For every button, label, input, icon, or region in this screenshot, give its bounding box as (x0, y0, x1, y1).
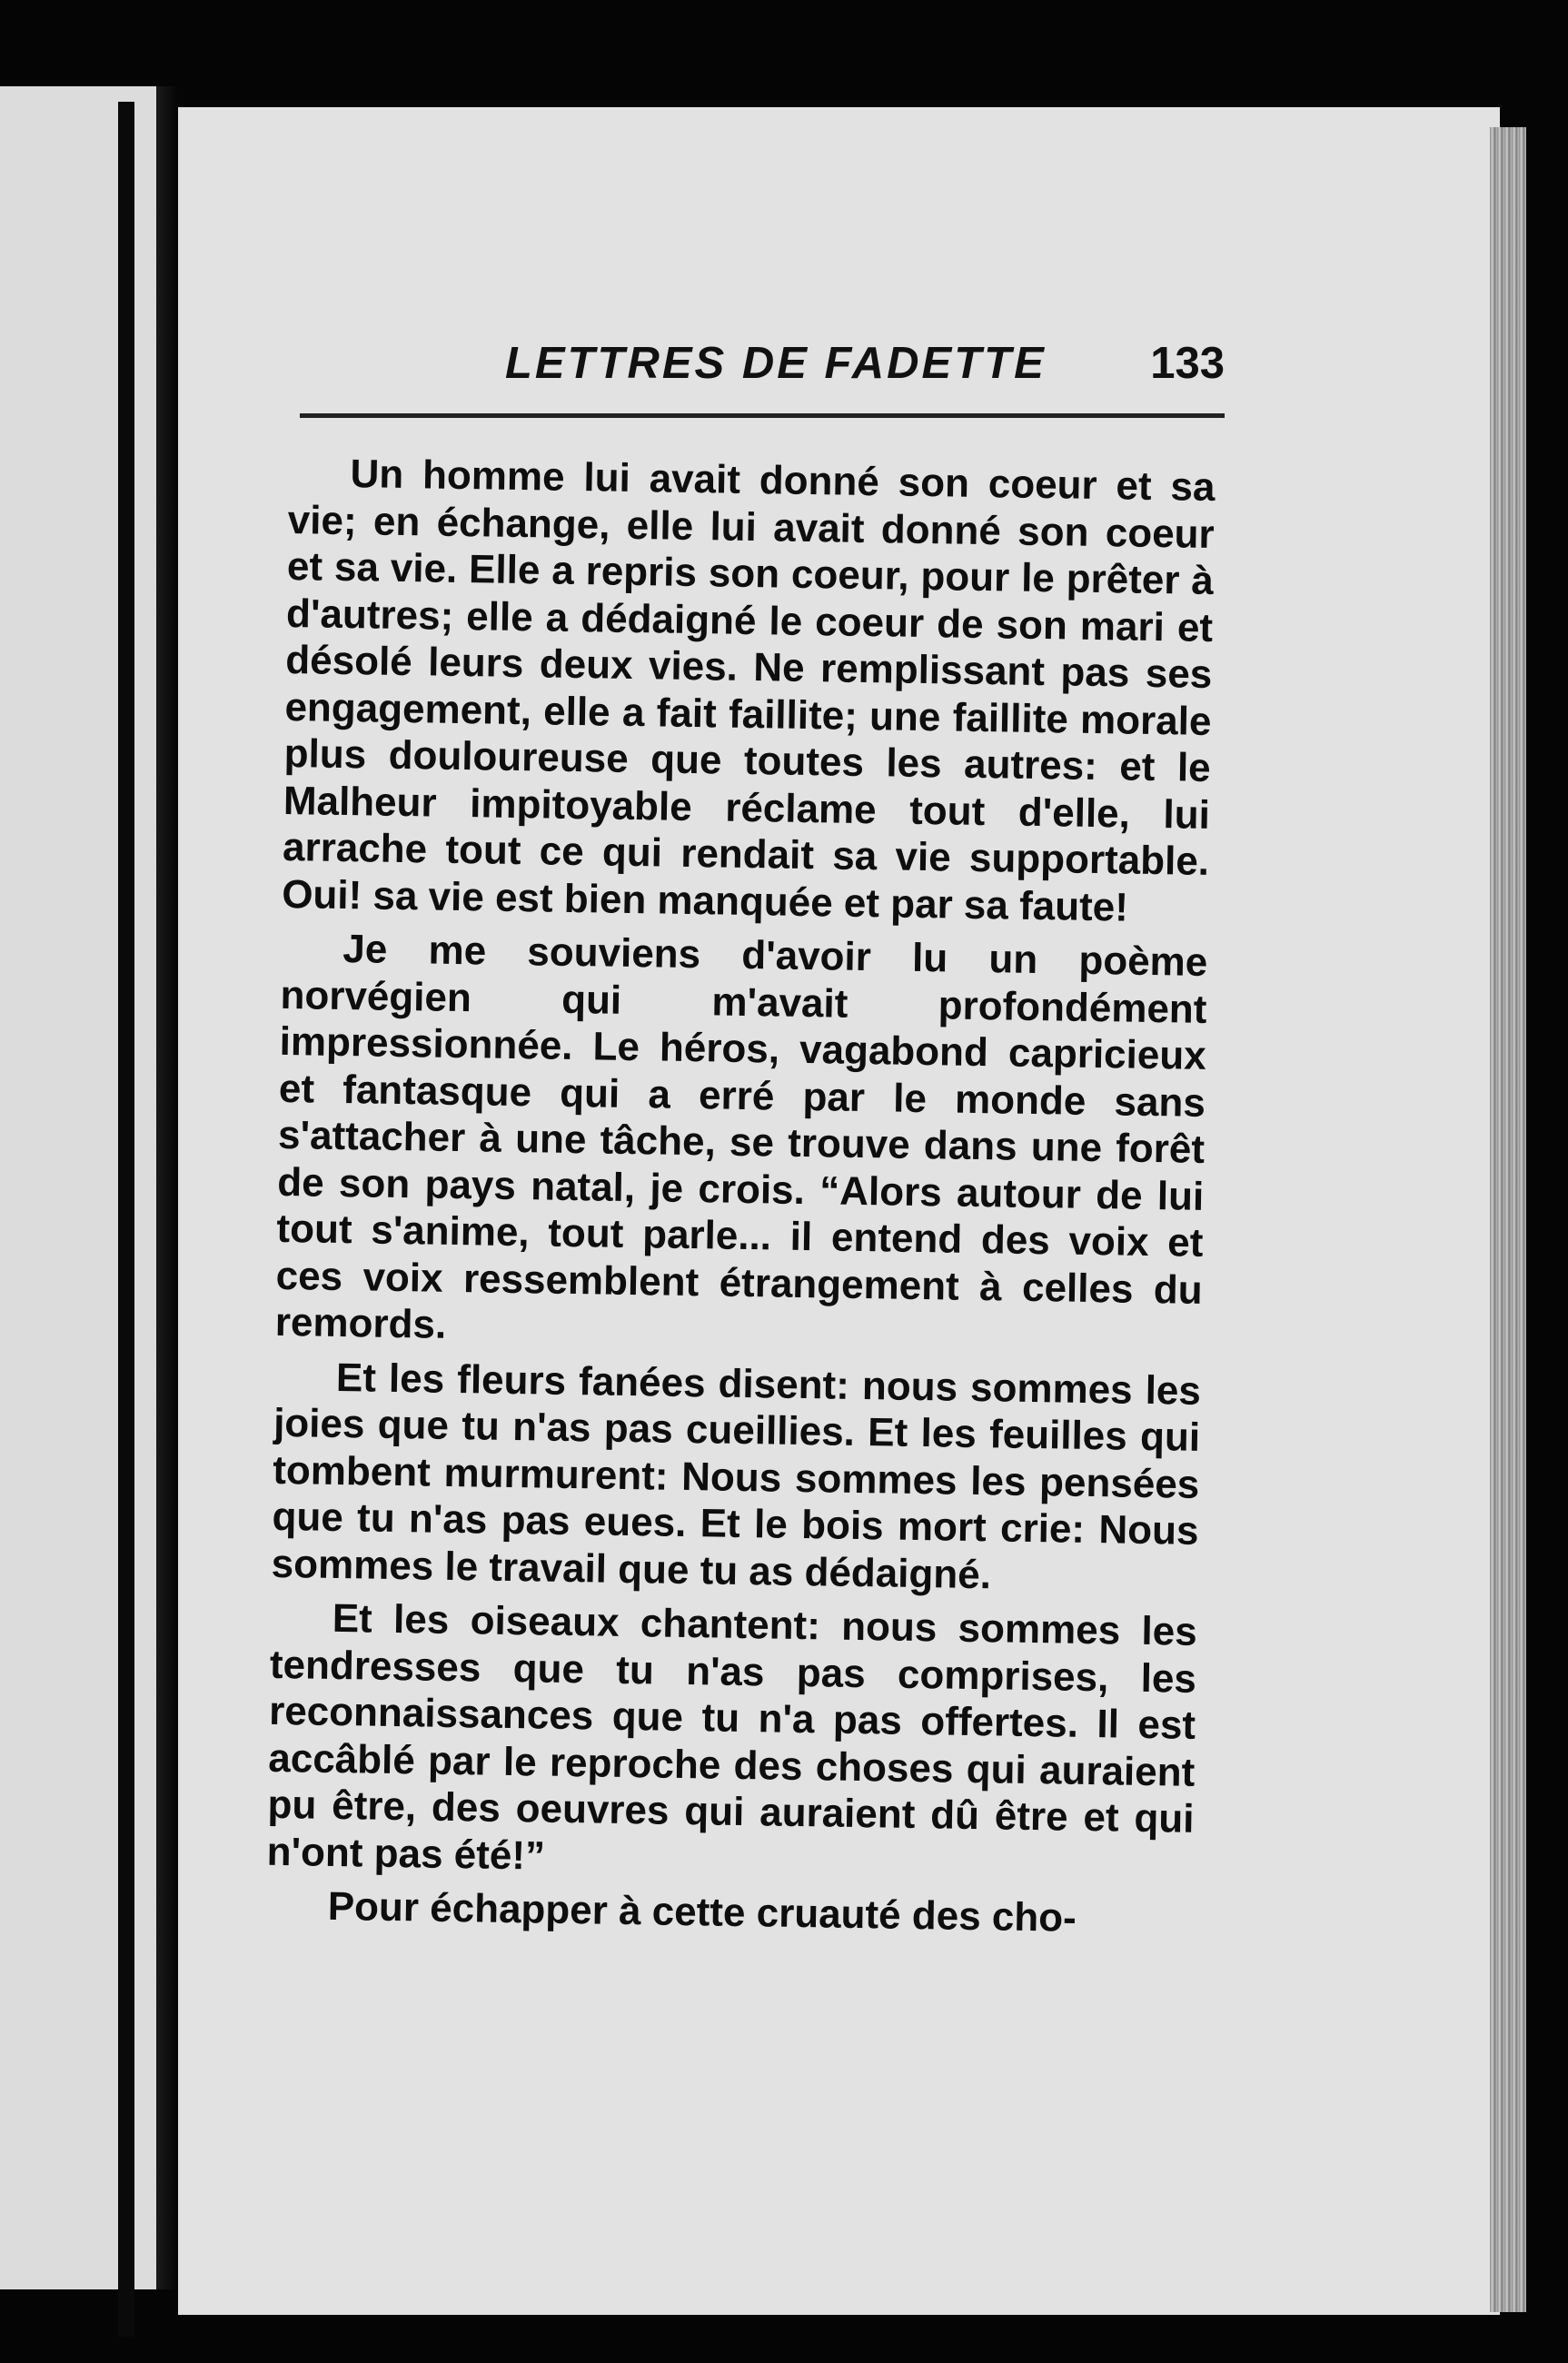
book-spine (118, 102, 134, 2337)
paragraph: Et les fleurs fanées disent: nous sommes les joies que tu n'as pas cueillies. Et les feuilles qui tombent murmurent: Nous sommes les pensées que tu n'as pas eues. Et le bois mort crie: Nous sommes le travail que tu as dédaigné. (271, 1355, 1202, 1597)
paragraph: Pour échapper à cette cruauté des cho- (327, 1883, 1077, 1941)
body-text (265, 450, 1215, 1943)
paragraph: Un homme lui avait donné son coeur et sa vie; en échange, elle lui avait donné son coeur et sa vie. Elle a repris son coeur, pour le prêter à d'autres; elle a dédaigné le coeur de son mari et désolé leurs deux vies. Ne remplissant pas ses engagement, elle a fait faillite; une faillite morale plus douloureuse que toutes les autres: et le Malheur impitoyable réclame tout d'elle, lui arrache tout ce qui rendait sa vie supportable. Oui! sa vie est bien manquée et par sa faute! (281, 452, 1216, 930)
header-rule (300, 413, 1225, 418)
running-title: LETTRES DE FADETTE (505, 339, 1047, 388)
left-page-gutter-shadow (156, 86, 178, 2289)
paragraph: Je me souviens d'avoir lu un poème norvégien qui m'avait profondément impressionnée. Le héros, vagabond capricieux et fantasque qui a erré par le monde sans s'attacher à une tâche, se trouve dans une forêt de son pays natal, je crois. “Alors autour de lui tout s'anime, tout parle... il entend des voix et ces voix ressemblent étrangement à celles du remords. (274, 927, 1208, 1347)
page-edge-stack (1490, 127, 1526, 2312)
page-number: 133 (1150, 339, 1225, 388)
paragraph: Et les oiseaux chantent: nous sommes les tendresses que tu n'as pas comprises, les reconnaissances que tu n'a pas offertes. Il est accâblé par le reproche des choses qui auraient pu être, des oeuvres qui auraient dû être et qui n'ont pas été!” (266, 1595, 1198, 1879)
page-header (300, 338, 1225, 392)
